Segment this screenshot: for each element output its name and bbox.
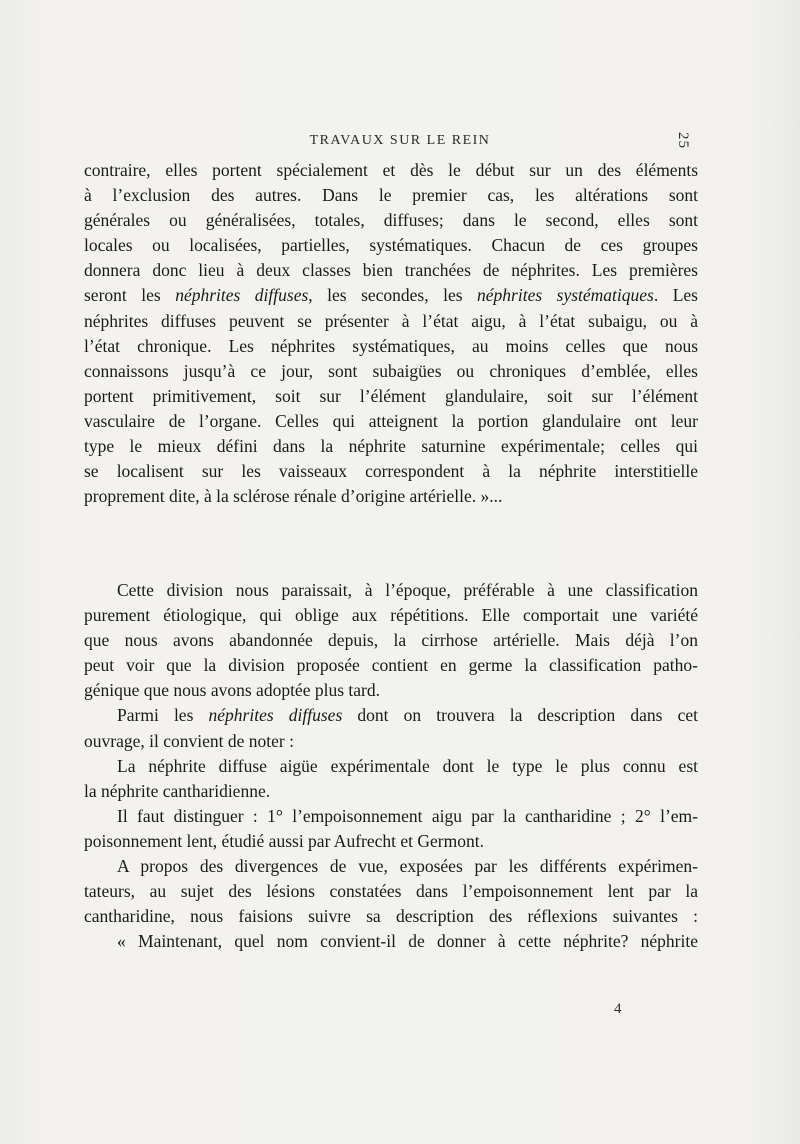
running-title: TRAVAUX SUR LE REIN [309, 133, 491, 148]
text-span: , les secondes, les [308, 285, 478, 306]
italic-term: néphrites systématiques [477, 285, 654, 306]
text-span: dont on trouvera la description dans cet [342, 705, 698, 726]
text-line: se localisent sur les vaisseaux correspondent à la néphrite interstitielle [84, 461, 698, 482]
text-line: à l’exclusion des autres. Dans le premier cas, les altérations sont [84, 185, 698, 206]
text-line: type le mieux défini dans la néphrite saturnine expérimentale; celles qui [84, 436, 698, 457]
text-line: proprement dite, à la sclérose rénale d’origine artérielle. »... [84, 486, 503, 507]
text-line: portent primitivement, soit sur l’élément glandulaire, soit sur l’élément [84, 385, 698, 406]
text-line: A propos des divergences de vue, exposées par les différents expérimen- [117, 856, 698, 877]
text-line: locales ou localisées, partielles, systématiques. Chacun de ces groupes [84, 235, 698, 256]
text-line: ouvrage, il convient de noter : [84, 730, 294, 751]
text-line: la néphrite cantharidienne. [84, 780, 271, 801]
text-line: donnera donc lieu à deux classes bien tranchées de néphrites. Les premières [84, 260, 698, 281]
text-line: tateurs, au sujet des lésions constatées dans l’empoisonnement lent par la [84, 881, 698, 902]
text-line: l’état chronique. Les néphrites systématiques, au moins celles que nous [84, 335, 698, 356]
text-line: « Maintenant, quel nom convient-il de donner à cette néphrite? néphrite [117, 931, 698, 952]
text-span: . Les [653, 285, 698, 306]
italic-term: néphrites diffuses [208, 705, 343, 726]
text-line: poisonnement lent, étudié aussi par Aufrecht et Germont. [84, 830, 484, 851]
text-line: cantharidine, nous faisions suivre sa description des réflexions suivantes : [84, 906, 698, 927]
text-line: néphrites diffuses peuvent se présenter à l’état aigu, à l’état subaigu, ou à [84, 310, 698, 331]
text-line: Cette division nous paraissait, à l’époque, préférable à une classification [117, 580, 698, 600]
text-line: que nous avons abandonnée depuis, la cirrhose artérielle. Mais déjà l’on [84, 630, 698, 651]
text-line [84, 703, 698, 728]
text-line: contraire, elles portent spécialement et dès le début sur un des éléments [84, 160, 698, 180]
page-number: 25 [675, 132, 691, 149]
text-span: Parmi les [117, 705, 209, 726]
paragraph-commentary [84, 578, 698, 954]
text-line: vasculaire de l’organe. Celles qui atteignent la portion glandulaire ont leur [84, 410, 698, 431]
text-line: génique que nous avons adoptée plus tard. [84, 680, 380, 701]
text-line: générales ou généralisées, totales, diffuses; dans le second, elles sont [84, 210, 698, 231]
text-line [84, 283, 698, 308]
text-line: La néphrite diffuse aigüe expérimentale dont le type le plus connu est [117, 755, 698, 776]
text-span: seront les [84, 285, 176, 306]
signature-mark: 4 [614, 1001, 622, 1017]
paragraph-quotation [84, 158, 698, 509]
text-line: Il faut distinguer : 1° l’empoisonnement aigu par la cantharidine ; 2° l’em- [117, 805, 698, 826]
text-line: purement étiologique, qui oblige aux répétitions. Elle comportait une variété [84, 605, 698, 626]
italic-term: néphrites diffuses [175, 285, 309, 306]
text-line: connaissons jusqu’à ce jour, sont subaigües ou chroniques d’emblée, elles [84, 360, 698, 381]
text-line: peut voir que la division proposée contient en germe la classification patho- [84, 655, 698, 676]
